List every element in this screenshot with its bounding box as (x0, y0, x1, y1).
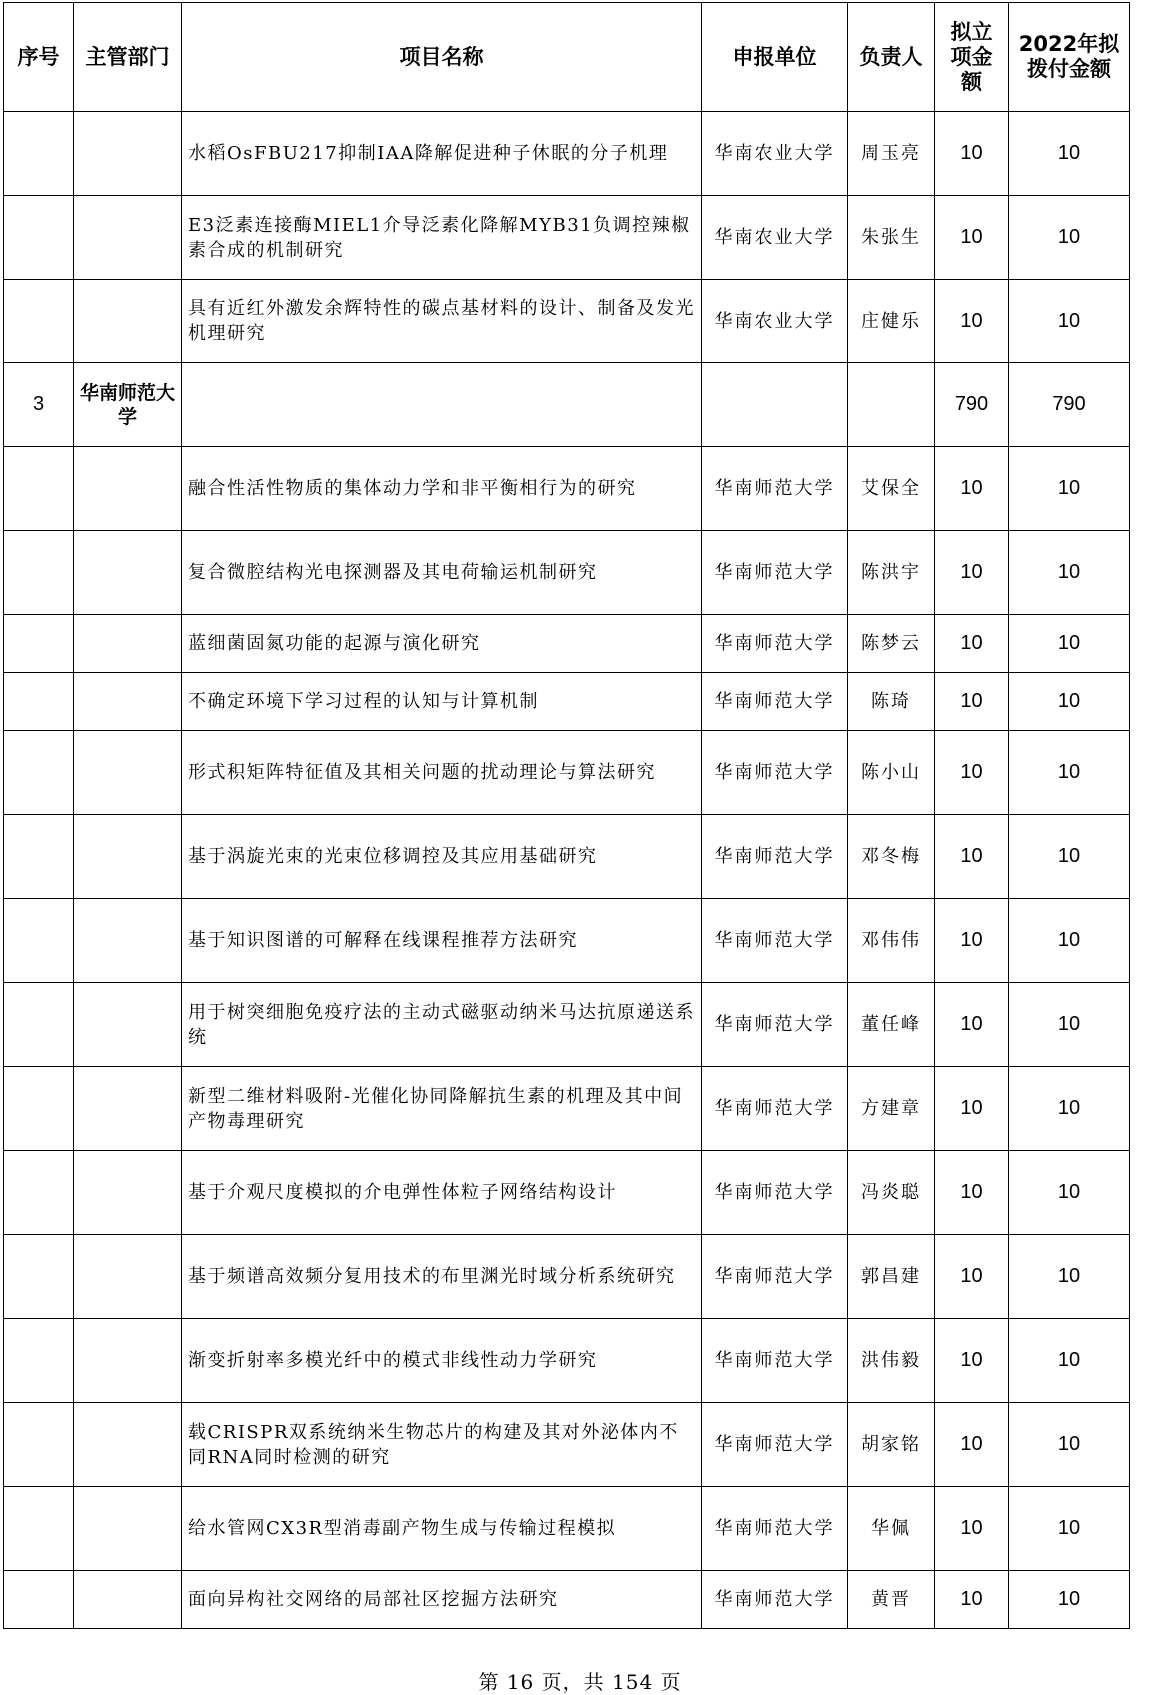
cell-approved: 10 (935, 1403, 1009, 1487)
cell-dept (74, 280, 182, 363)
cell-unit: 华南农业大学 (702, 280, 848, 363)
cell-seq (4, 531, 74, 615)
cell-seq (4, 673, 74, 731)
cell-unit: 华南师范大学 (702, 1067, 848, 1151)
cell-project: 面向异构社交网络的局部社区挖掘方法研究 (182, 1571, 702, 1629)
cell-dept (74, 1487, 182, 1571)
header-row (4, 3, 1130, 112)
cell-allocate: 10 (1009, 899, 1130, 983)
cell-allocate: 10 (1009, 1067, 1130, 1151)
cell-project: 载CRISPR双系统纳米生物芯片的构建及其对外泌体内不同RNA同时检测的研究 (182, 1403, 702, 1487)
table-row (4, 1235, 1130, 1319)
cell-dept (74, 673, 182, 731)
cell-unit: 华南农业大学 (702, 196, 848, 280)
cell-dept (74, 447, 182, 531)
cell-allocate: 10 (1009, 815, 1130, 899)
cell-unit: 华南师范大学 (702, 1571, 848, 1629)
cell-approved: 10 (935, 1319, 1009, 1403)
cell-project: 给水管网CX3R型消毒副产物生成与传输过程模拟 (182, 1487, 702, 1571)
cell-unit: 华南师范大学 (702, 899, 848, 983)
cell-seq (4, 280, 74, 363)
cell-seq (4, 1319, 74, 1403)
cell-allocate: 10 (1009, 1403, 1130, 1487)
cell-unit: 华南师范大学 (702, 531, 848, 615)
cell-approved: 10 (935, 1235, 1009, 1319)
cell-project: 用于树突细胞免疫疗法的主动式磁驱动纳米马达抗原递送系统 (182, 983, 702, 1067)
cell-project: 新型二维材料吸附-光催化协同降解抗生素的机理及其中间产物毒理研究 (182, 1067, 702, 1151)
cell-project: 基于频谱高效频分复用技术的布里渊光时域分析系统研究 (182, 1235, 702, 1319)
table-row (4, 1067, 1130, 1151)
cell-seq (4, 196, 74, 280)
cell-person: 陈洪宇 (848, 531, 935, 615)
cell-person: 黄晋 (848, 1571, 935, 1629)
cell-seq (4, 1151, 74, 1235)
table-row (4, 731, 1130, 815)
cell-unit: 华南师范大学 (702, 447, 848, 531)
cell-project: 水稻OsFBU217抑制IAA降解促进种子休眠的分子机理 (182, 112, 702, 196)
cell-person: 陈梦云 (848, 615, 935, 673)
cell-approved: 790 (935, 363, 1009, 447)
cell-dept (74, 731, 182, 815)
cell-unit (702, 363, 848, 447)
cell-seq (4, 1487, 74, 1571)
table-row (4, 363, 1130, 447)
cell-unit: 华南师范大学 (702, 1487, 848, 1571)
cell-approved: 10 (935, 447, 1009, 531)
cell-unit: 华南师范大学 (702, 1403, 848, 1487)
header-seq: 序号 (4, 3, 74, 112)
cell-seq (4, 615, 74, 673)
cell-approved: 10 (935, 673, 1009, 731)
cell-allocate: 10 (1009, 1487, 1130, 1571)
cell-allocate: 10 (1009, 280, 1130, 363)
cell-project: 蓝细菌固氮功能的起源与演化研究 (182, 615, 702, 673)
table-row (4, 447, 1130, 531)
cell-person: 庄健乐 (848, 280, 935, 363)
table-row (4, 280, 1130, 363)
header-person: 负责人 (848, 3, 935, 112)
cell-dept (74, 196, 182, 280)
cell-person: 艾保全 (848, 447, 935, 531)
cell-unit: 华南师范大学 (702, 673, 848, 731)
cell-dept (74, 815, 182, 899)
cell-dept (74, 899, 182, 983)
cell-allocate: 10 (1009, 1571, 1130, 1629)
cell-project: 基于知识图谱的可解释在线课程推荐方法研究 (182, 899, 702, 983)
cell-allocate: 10 (1009, 112, 1130, 196)
page-footer: 第 16 页，共 154 页 (478, 1670, 682, 1694)
cell-allocate: 10 (1009, 531, 1130, 615)
cell-seq (4, 983, 74, 1067)
cell-allocate: 10 (1009, 673, 1130, 731)
cell-approved: 10 (935, 615, 1009, 673)
cell-unit: 华南师范大学 (702, 1235, 848, 1319)
cell-dept (74, 615, 182, 673)
cell-person: 董任峰 (848, 983, 935, 1067)
header-project: 项目名称 (182, 3, 702, 112)
cell-approved: 10 (935, 1487, 1009, 1571)
cell-allocate: 10 (1009, 1235, 1130, 1319)
cell-dept (74, 1403, 182, 1487)
table-row (4, 1151, 1130, 1235)
cell-person: 郭昌建 (848, 1235, 935, 1319)
cell-approved: 10 (935, 731, 1009, 815)
cell-allocate: 10 (1009, 1151, 1130, 1235)
cell-dept (74, 983, 182, 1067)
cell-dept (74, 112, 182, 196)
cell-project: 渐变折射率多模光纤中的模式非线性动力学研究 (182, 1319, 702, 1403)
cell-unit: 华南师范大学 (702, 1319, 848, 1403)
cell-seq (4, 1571, 74, 1629)
table-row (4, 531, 1130, 615)
cell-allocate: 790 (1009, 363, 1130, 447)
cell-allocate: 10 (1009, 1319, 1130, 1403)
cell-seq (4, 815, 74, 899)
cell-person (848, 363, 935, 447)
cell-person: 陈小山 (848, 731, 935, 815)
cell-person: 华佩 (848, 1487, 935, 1571)
cell-seq (4, 447, 74, 531)
cell-unit: 华南师范大学 (702, 983, 848, 1067)
cell-person: 冯炎聪 (848, 1151, 935, 1235)
cell-person: 邓冬梅 (848, 815, 935, 899)
cell-project: 不确定环境下学习过程的认知与计算机制 (182, 673, 702, 731)
table-row (4, 112, 1130, 196)
cell-dept (74, 531, 182, 615)
cell-project: 基于涡旋光束的光束位移调控及其应用基础研究 (182, 815, 702, 899)
cell-seq: 3 (4, 363, 74, 447)
cell-seq (4, 731, 74, 815)
cell-project: E3泛素连接酶MIEL1介导泛素化降解MYB31负调控辣椒素合成的机制研究 (182, 196, 702, 280)
cell-approved: 10 (935, 1151, 1009, 1235)
cell-seq (4, 899, 74, 983)
header-unit: 申报单位 (702, 3, 848, 112)
cell-approved: 10 (935, 983, 1009, 1067)
cell-person: 洪伟毅 (848, 1319, 935, 1403)
cell-unit: 华南师范大学 (702, 615, 848, 673)
cell-approved: 10 (935, 1067, 1009, 1151)
header-allocate: 2022年拟拨付金额 (1009, 3, 1130, 112)
cell-approved: 10 (935, 815, 1009, 899)
table-row (4, 615, 1130, 673)
cell-unit: 华南师范大学 (702, 815, 848, 899)
cell-allocate: 10 (1009, 731, 1130, 815)
header-dept: 主管部门 (74, 3, 182, 112)
table-row (4, 1571, 1130, 1629)
table-body (4, 112, 1130, 1629)
cell-seq (4, 1067, 74, 1151)
cell-approved: 10 (935, 1571, 1009, 1629)
cell-person: 陈琦 (848, 673, 935, 731)
cell-person: 朱张生 (848, 196, 935, 280)
cell-project: 基于介观尺度模拟的介电弹性体粒子网络结构设计 (182, 1151, 702, 1235)
cell-dept (74, 1067, 182, 1151)
cell-project (182, 363, 702, 447)
cell-person: 周玉亮 (848, 112, 935, 196)
cell-dept (74, 1571, 182, 1629)
cell-project: 形式积矩阵特征值及其相关问题的扰动理论与算法研究 (182, 731, 702, 815)
cell-seq (4, 1235, 74, 1319)
cell-seq (4, 112, 74, 196)
cell-person: 方建章 (848, 1067, 935, 1151)
cell-approved: 10 (935, 280, 1009, 363)
header-approved: 拟立项金额 (935, 3, 1009, 112)
table-row (4, 1319, 1130, 1403)
cell-project: 具有近红外激发余辉特性的碳点基材料的设计、制备及发光机理研究 (182, 280, 702, 363)
cell-project: 复合微腔结构光电探测器及其电荷输运机制研究 (182, 531, 702, 615)
table-row (4, 815, 1130, 899)
cell-unit: 华南农业大学 (702, 112, 848, 196)
cell-dept (74, 1235, 182, 1319)
table-row (4, 1487, 1130, 1571)
table-row (4, 1403, 1130, 1487)
cell-unit: 华南师范大学 (702, 1151, 848, 1235)
cell-dept (74, 1319, 182, 1403)
cell-approved: 10 (935, 196, 1009, 280)
cell-dept (74, 1151, 182, 1235)
cell-dept: 华南师范大学 (74, 363, 182, 447)
cell-seq (4, 1403, 74, 1487)
table-row (4, 673, 1130, 731)
table-row (4, 899, 1130, 983)
cell-allocate: 10 (1009, 447, 1130, 531)
project-table (3, 2, 1130, 1629)
cell-person: 胡家铭 (848, 1403, 935, 1487)
cell-approved: 10 (935, 112, 1009, 196)
cell-allocate: 10 (1009, 983, 1130, 1067)
cell-approved: 10 (935, 899, 1009, 983)
cell-unit: 华南师范大学 (702, 731, 848, 815)
cell-project: 融合性活性物质的集体动力学和非平衡相行为的研究 (182, 447, 702, 531)
cell-person: 邓伟伟 (848, 899, 935, 983)
table-row (4, 196, 1130, 280)
cell-approved: 10 (935, 531, 1009, 615)
table-row (4, 983, 1130, 1067)
cell-allocate: 10 (1009, 196, 1130, 280)
cell-allocate: 10 (1009, 615, 1130, 673)
